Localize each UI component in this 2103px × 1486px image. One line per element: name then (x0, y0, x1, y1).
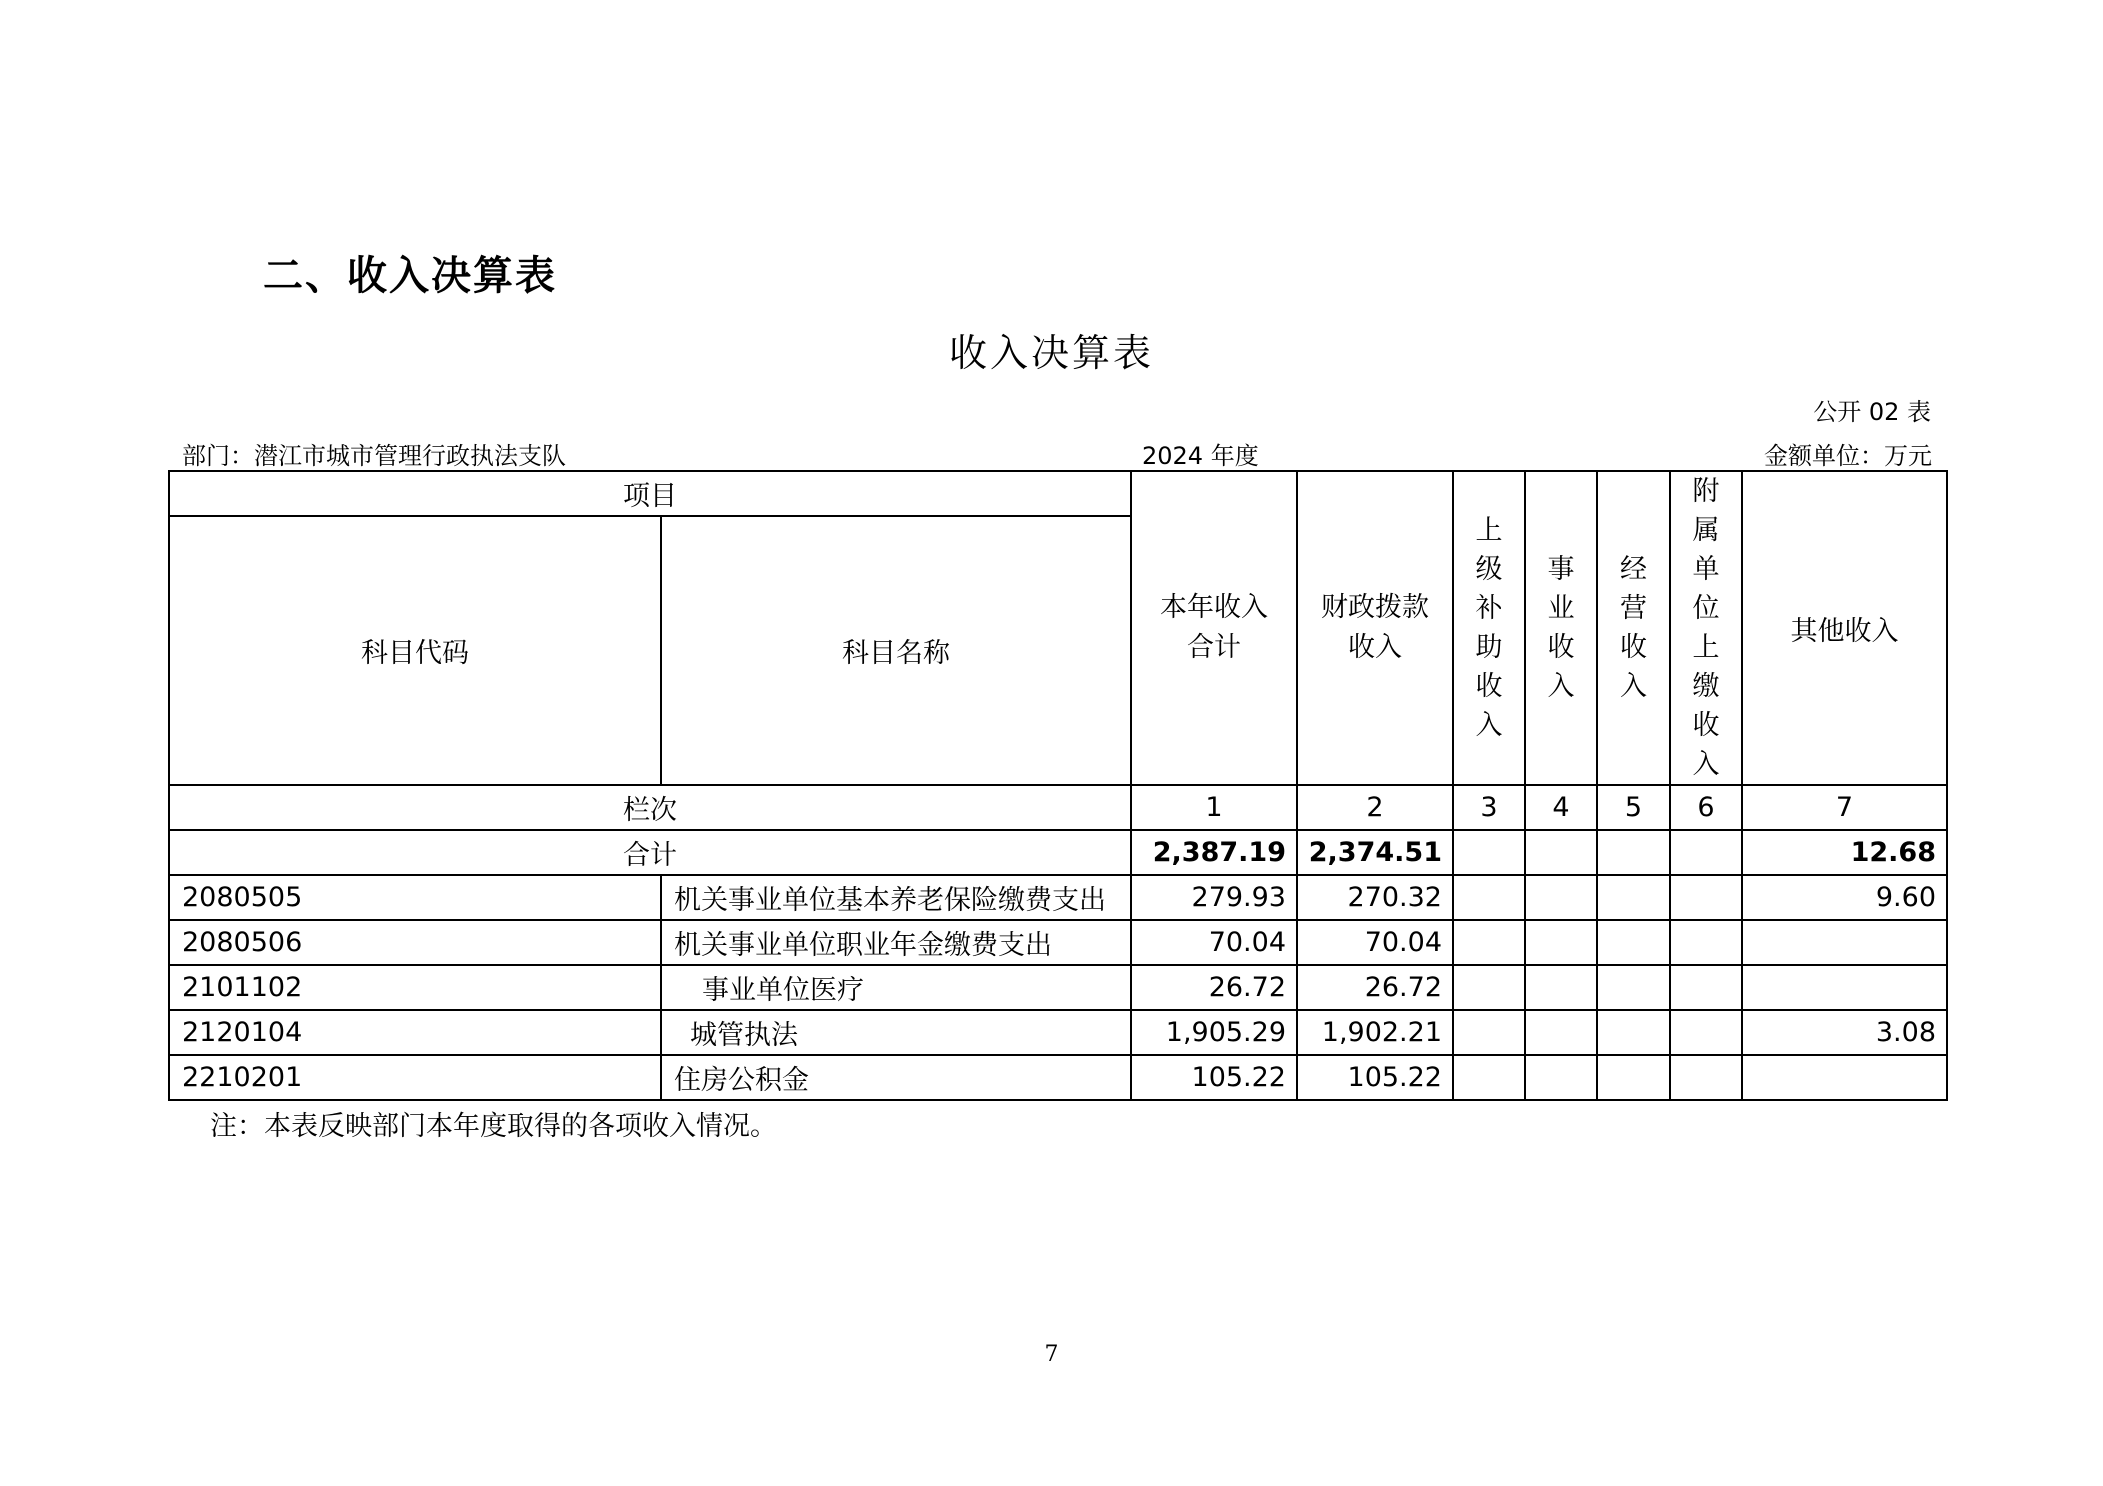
table-meta-row (182, 436, 1932, 470)
subject-code: 2210201 (169, 1055, 661, 1100)
amount-col2: 105.22 (1297, 1055, 1453, 1100)
amount-col6 (1670, 1010, 1742, 1055)
subject-name: 机关事业单位职业年金缴费支出 (661, 920, 1131, 965)
total-col5 (1597, 830, 1670, 875)
column-number: 7 (1742, 785, 1947, 830)
subject-code: 2080505 (169, 875, 661, 920)
header-name: 科目名称 (661, 516, 1131, 785)
table-row (169, 1010, 1947, 1055)
column-number: 3 (1453, 785, 1525, 830)
amount-col1: 1,905.29 (1131, 1010, 1297, 1055)
header-col2 (1297, 471, 1453, 785)
amount-col6 (1670, 965, 1742, 1010)
column-number: 6 (1670, 785, 1742, 830)
subject-name: 住房公积金 (661, 1055, 1131, 1100)
subject-code: 2120104 (169, 1010, 661, 1055)
header-col2-label: 财政拨款收入 (1321, 592, 1429, 663)
amount-col2: 1,902.21 (1297, 1010, 1453, 1055)
total-col3 (1453, 830, 1525, 875)
section-heading: 二、收入决算表 (263, 253, 557, 299)
amount-col7: 3.08 (1742, 1010, 1947, 1055)
total-col4 (1525, 830, 1597, 875)
amount-col1: 279.93 (1131, 875, 1297, 920)
header-col5 (1597, 471, 1670, 785)
fiscal-year-label: 2024 年度 (1142, 442, 1259, 470)
amount-col5 (1597, 920, 1670, 965)
amount-col5 (1597, 1055, 1670, 1100)
table-row (169, 1055, 1947, 1100)
amount-col2: 26.72 (1297, 965, 1453, 1010)
amount-col3 (1453, 920, 1525, 965)
amount-col4 (1525, 1010, 1597, 1055)
table-note: 注：本表反映部门本年度取得的各项收入情况。 (210, 1111, 777, 1142)
amount-col1: 26.72 (1131, 965, 1297, 1010)
amount-col4 (1525, 965, 1597, 1010)
column-number: 5 (1597, 785, 1670, 830)
column-number: 1 (1131, 785, 1297, 830)
amount-col3 (1453, 875, 1525, 920)
subject-name: 事业单位医疗 (661, 965, 1131, 1010)
header-code: 科目代码 (169, 516, 661, 785)
income-table (168, 470, 1948, 1101)
header-col3 (1453, 471, 1525, 785)
amount-col3 (1453, 1055, 1525, 1100)
amount-col3 (1453, 1010, 1525, 1055)
header-col3-label: 上级补助收入 (1475, 515, 1503, 741)
table-title: 收入决算表 (948, 331, 1154, 375)
header-col1-label: 本年收入合计 (1160, 592, 1268, 663)
amount-col1: 70.04 (1131, 920, 1297, 965)
column-number-row (169, 785, 1947, 830)
amount-col4 (1525, 1055, 1597, 1100)
amount-col4 (1525, 920, 1597, 965)
total-row (169, 830, 1947, 875)
header-col6 (1670, 471, 1742, 785)
amount-col7 (1742, 1055, 1947, 1100)
amount-col3 (1453, 965, 1525, 1010)
amount-unit-label: 金额单位：万元 (1764, 442, 1932, 470)
table-row (169, 875, 1947, 920)
amount-col2: 70.04 (1297, 920, 1453, 965)
header-col5-label: 经营收入 (1619, 554, 1647, 702)
column-number: 2 (1297, 785, 1453, 830)
subject-code: 2101102 (169, 965, 661, 1010)
table-row (169, 965, 1947, 1010)
total-col6 (1670, 830, 1742, 875)
header-col6-label: 附属单位上缴收入 (1692, 476, 1720, 780)
subject-name: 城管执法 (661, 1010, 1131, 1055)
amount-col7 (1742, 920, 1947, 965)
subject-name: 机关事业单位基本养老保险缴费支出 (661, 875, 1131, 920)
total-col2: 2,374.51 (1297, 830, 1453, 875)
total-label: 合计 (169, 830, 1131, 875)
subject-code: 2080506 (169, 920, 661, 965)
amount-col6 (1670, 875, 1742, 920)
column-number: 4 (1525, 785, 1597, 830)
page-number: 7 (1044, 1342, 1059, 1367)
header-col4 (1525, 471, 1597, 785)
lanci-label: 栏次 (169, 785, 1131, 830)
table-row (169, 920, 1947, 965)
total-col7: 12.68 (1742, 830, 1947, 875)
amount-col5 (1597, 1010, 1670, 1055)
total-col1: 2,387.19 (1131, 830, 1297, 875)
header-col7: 其他收入 (1742, 471, 1947, 785)
header-col4-label: 事业收入 (1547, 554, 1575, 702)
amount-col6 (1670, 920, 1742, 965)
amount-col6 (1670, 1055, 1742, 1100)
amount-col7: 9.60 (1742, 875, 1947, 920)
form-code: 公开 02 表 (1813, 398, 1931, 426)
amount-col1: 105.22 (1131, 1055, 1297, 1100)
amount-col4 (1525, 875, 1597, 920)
amount-col7 (1742, 965, 1947, 1010)
header-project: 项目 (169, 471, 1131, 516)
amount-col5 (1597, 965, 1670, 1010)
header-row-project (169, 471, 1947, 516)
amount-col5 (1597, 875, 1670, 920)
amount-col2: 270.32 (1297, 875, 1453, 920)
header-col1 (1131, 471, 1297, 785)
department-label: 部门：潜江市城市管理行政执法支队 (182, 442, 566, 470)
